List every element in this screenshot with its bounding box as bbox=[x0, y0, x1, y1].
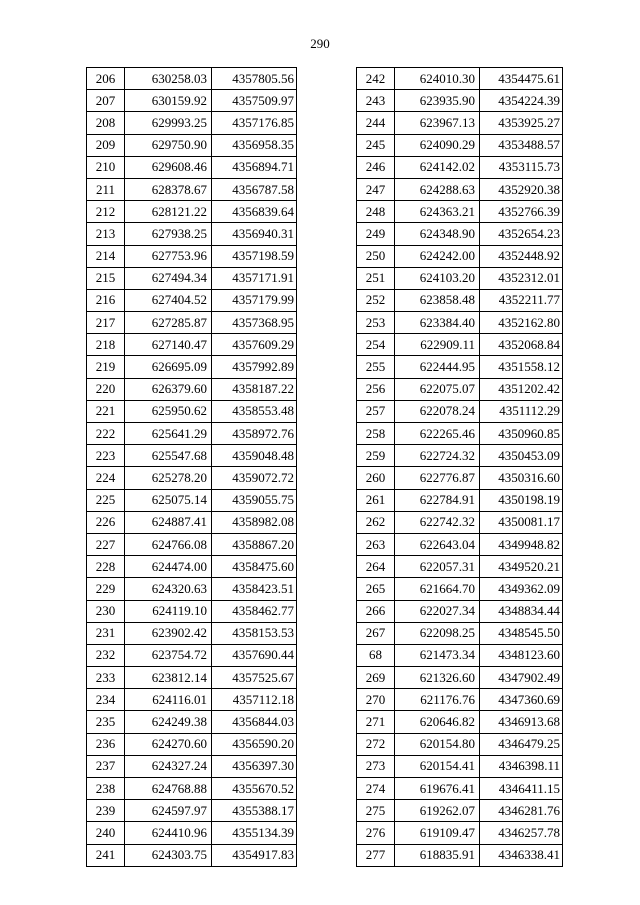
point-number-cell: 263 bbox=[357, 533, 395, 555]
point-number-cell: 234 bbox=[87, 689, 125, 711]
point-number-cell: 250 bbox=[357, 245, 395, 267]
y-coordinate-cell: 4352448.92 bbox=[480, 245, 563, 267]
point-number-cell: 251 bbox=[357, 267, 395, 289]
x-coordinate-cell: 625641.29 bbox=[125, 423, 212, 445]
point-number-cell: 233 bbox=[87, 667, 125, 689]
y-coordinate-cell: 4350316.60 bbox=[480, 467, 563, 489]
point-number-cell: 262 bbox=[357, 511, 395, 533]
y-coordinate-cell: 4347360.69 bbox=[480, 689, 563, 711]
point-number-cell: 252 bbox=[357, 289, 395, 311]
point-number-cell: 219 bbox=[87, 356, 125, 378]
x-coordinate-cell: 622075.07 bbox=[395, 378, 480, 400]
x-coordinate-cell: 624766.08 bbox=[125, 533, 212, 555]
point-number-cell: 267 bbox=[357, 622, 395, 644]
x-coordinate-cell: 630159.92 bbox=[125, 90, 212, 112]
y-coordinate-cell: 4358187.22 bbox=[212, 378, 297, 400]
table-row bbox=[87, 400, 297, 422]
point-number-cell: 242 bbox=[357, 68, 395, 90]
table-row bbox=[357, 267, 563, 289]
y-coordinate-cell: 4358982.08 bbox=[212, 511, 297, 533]
x-coordinate-cell: 624103.20 bbox=[395, 267, 480, 289]
x-coordinate-cell: 624327.24 bbox=[125, 755, 212, 777]
table-row bbox=[87, 223, 297, 245]
table-row bbox=[357, 68, 563, 90]
table-row bbox=[87, 267, 297, 289]
table-row bbox=[357, 800, 563, 822]
y-coordinate-cell: 4349948.82 bbox=[480, 533, 563, 555]
table-row bbox=[87, 733, 297, 755]
x-coordinate-cell: 624474.00 bbox=[125, 556, 212, 578]
y-coordinate-cell: 4359072.72 bbox=[212, 467, 297, 489]
y-coordinate-cell: 4355670.52 bbox=[212, 778, 297, 800]
x-coordinate-cell: 624597.97 bbox=[125, 800, 212, 822]
x-coordinate-cell: 623858.48 bbox=[395, 289, 480, 311]
x-coordinate-cell: 624119.10 bbox=[125, 600, 212, 622]
point-number-cell: 265 bbox=[357, 578, 395, 600]
table-row bbox=[357, 844, 563, 866]
table-row bbox=[87, 156, 297, 178]
y-coordinate-cell: 4350081.17 bbox=[480, 511, 563, 533]
table-row bbox=[87, 511, 297, 533]
x-coordinate-cell: 629750.90 bbox=[125, 134, 212, 156]
table-row bbox=[357, 378, 563, 400]
y-coordinate-cell: 4356590.20 bbox=[212, 733, 297, 755]
table-row bbox=[87, 334, 297, 356]
y-coordinate-cell: 4346479.25 bbox=[480, 733, 563, 755]
y-coordinate-cell: 4358553.48 bbox=[212, 400, 297, 422]
point-number-cell: 210 bbox=[87, 156, 125, 178]
x-coordinate-cell: 622098.25 bbox=[395, 622, 480, 644]
table-row bbox=[87, 578, 297, 600]
point-number-cell: 240 bbox=[87, 822, 125, 844]
table-row bbox=[357, 667, 563, 689]
table-row bbox=[357, 178, 563, 200]
table-row bbox=[357, 134, 563, 156]
x-coordinate-cell: 624363.21 bbox=[395, 201, 480, 223]
table-row bbox=[87, 378, 297, 400]
y-coordinate-cell: 4357198.59 bbox=[212, 245, 297, 267]
x-coordinate-cell: 624242.00 bbox=[395, 245, 480, 267]
point-number-cell: 241 bbox=[87, 844, 125, 866]
table-row bbox=[87, 622, 297, 644]
table-row bbox=[357, 778, 563, 800]
x-coordinate-cell: 626379.60 bbox=[125, 378, 212, 400]
x-coordinate-cell: 619262.07 bbox=[395, 800, 480, 822]
x-coordinate-cell: 624320.63 bbox=[125, 578, 212, 600]
table-row bbox=[357, 556, 563, 578]
point-number-cell: 228 bbox=[87, 556, 125, 578]
x-coordinate-cell: 624270.60 bbox=[125, 733, 212, 755]
y-coordinate-cell: 4352766.39 bbox=[480, 201, 563, 223]
table-row bbox=[87, 289, 297, 311]
point-number-cell: 256 bbox=[357, 378, 395, 400]
table-row bbox=[357, 90, 563, 112]
x-coordinate-cell: 625075.14 bbox=[125, 489, 212, 511]
table-row bbox=[87, 556, 297, 578]
y-coordinate-cell: 4356894.71 bbox=[212, 156, 297, 178]
y-coordinate-cell: 4356940.31 bbox=[212, 223, 297, 245]
table-row bbox=[357, 644, 563, 666]
table-row bbox=[357, 733, 563, 755]
table-row bbox=[357, 600, 563, 622]
x-coordinate-cell: 623935.90 bbox=[395, 90, 480, 112]
point-number-cell: 215 bbox=[87, 267, 125, 289]
point-number-cell: 223 bbox=[87, 445, 125, 467]
y-coordinate-cell: 4356787.58 bbox=[212, 178, 297, 200]
y-coordinate-cell: 4357368.95 bbox=[212, 312, 297, 334]
table-row bbox=[87, 667, 297, 689]
point-number-cell: 227 bbox=[87, 533, 125, 555]
point-number-cell: 272 bbox=[357, 733, 395, 755]
point-number-cell: 217 bbox=[87, 312, 125, 334]
table-row bbox=[87, 178, 297, 200]
x-coordinate-cell: 624288.63 bbox=[395, 178, 480, 200]
table-row bbox=[357, 112, 563, 134]
point-number-cell: 221 bbox=[87, 400, 125, 422]
point-number-cell: 245 bbox=[357, 134, 395, 156]
y-coordinate-cell: 4352211.77 bbox=[480, 289, 563, 311]
y-coordinate-cell: 4358153.53 bbox=[212, 622, 297, 644]
y-coordinate-cell: 4348834.44 bbox=[480, 600, 563, 622]
point-number-cell: 261 bbox=[357, 489, 395, 511]
table-row bbox=[357, 689, 563, 711]
point-number-cell: 68 bbox=[357, 644, 395, 666]
x-coordinate-cell: 624142.02 bbox=[395, 156, 480, 178]
table-row bbox=[87, 778, 297, 800]
x-coordinate-cell: 624090.29 bbox=[395, 134, 480, 156]
x-coordinate-cell: 623812.14 bbox=[125, 667, 212, 689]
table-row bbox=[357, 201, 563, 223]
x-coordinate-cell: 625278.20 bbox=[125, 467, 212, 489]
point-number-cell: 213 bbox=[87, 223, 125, 245]
table-row bbox=[87, 201, 297, 223]
x-coordinate-cell: 622027.34 bbox=[395, 600, 480, 622]
y-coordinate-cell: 4358475.60 bbox=[212, 556, 297, 578]
x-coordinate-cell: 622265.46 bbox=[395, 423, 480, 445]
y-coordinate-cell: 4346411.15 bbox=[480, 778, 563, 800]
y-coordinate-cell: 4357805.56 bbox=[212, 68, 297, 90]
point-number-cell: 231 bbox=[87, 622, 125, 644]
point-number-cell: 274 bbox=[357, 778, 395, 800]
table-row bbox=[87, 533, 297, 555]
x-coordinate-cell: 623902.42 bbox=[125, 622, 212, 644]
x-coordinate-cell: 624249.38 bbox=[125, 711, 212, 733]
point-number-cell: 224 bbox=[87, 467, 125, 489]
point-number-cell: 214 bbox=[87, 245, 125, 267]
y-coordinate-cell: 4352312.01 bbox=[480, 267, 563, 289]
point-number-cell: 269 bbox=[357, 667, 395, 689]
point-number-cell: 275 bbox=[357, 800, 395, 822]
table-row bbox=[357, 334, 563, 356]
y-coordinate-cell: 4357179.99 bbox=[212, 289, 297, 311]
x-coordinate-cell: 621176.76 bbox=[395, 689, 480, 711]
table-row bbox=[87, 711, 297, 733]
table-row bbox=[357, 822, 563, 844]
table-row bbox=[87, 800, 297, 822]
point-number-cell: 226 bbox=[87, 511, 125, 533]
x-coordinate-cell: 627285.87 bbox=[125, 312, 212, 334]
point-number-cell: 232 bbox=[87, 644, 125, 666]
point-number-cell: 247 bbox=[357, 178, 395, 200]
table-row bbox=[87, 245, 297, 267]
x-coordinate-cell: 622057.31 bbox=[395, 556, 480, 578]
table-row bbox=[357, 445, 563, 467]
table-row bbox=[357, 156, 563, 178]
table-row bbox=[357, 289, 563, 311]
x-coordinate-cell: 627938.25 bbox=[125, 223, 212, 245]
x-coordinate-cell: 628121.22 bbox=[125, 201, 212, 223]
point-number-cell: 249 bbox=[357, 223, 395, 245]
table-row bbox=[87, 423, 297, 445]
table-row bbox=[357, 489, 563, 511]
x-coordinate-cell: 620154.80 bbox=[395, 733, 480, 755]
y-coordinate-cell: 4346338.41 bbox=[480, 844, 563, 866]
table-row bbox=[357, 423, 563, 445]
point-number-cell: 257 bbox=[357, 400, 395, 422]
table-row bbox=[357, 312, 563, 334]
point-number-cell: 211 bbox=[87, 178, 125, 200]
y-coordinate-cell: 4356844.03 bbox=[212, 711, 297, 733]
x-coordinate-cell: 625950.62 bbox=[125, 400, 212, 422]
x-coordinate-cell: 624348.90 bbox=[395, 223, 480, 245]
point-number-cell: 248 bbox=[357, 201, 395, 223]
y-coordinate-cell: 4347902.49 bbox=[480, 667, 563, 689]
table-row bbox=[357, 578, 563, 600]
point-number-cell: 243 bbox=[357, 90, 395, 112]
x-coordinate-cell: 625547.68 bbox=[125, 445, 212, 467]
point-number-cell: 207 bbox=[87, 90, 125, 112]
x-coordinate-cell: 619676.41 bbox=[395, 778, 480, 800]
table-row bbox=[87, 356, 297, 378]
y-coordinate-cell: 4354224.39 bbox=[480, 90, 563, 112]
x-coordinate-cell: 626695.09 bbox=[125, 356, 212, 378]
table-row bbox=[87, 134, 297, 156]
x-coordinate-cell: 623754.72 bbox=[125, 644, 212, 666]
point-number-cell: 208 bbox=[87, 112, 125, 134]
y-coordinate-cell: 4357525.67 bbox=[212, 667, 297, 689]
point-number-cell: 277 bbox=[357, 844, 395, 866]
y-coordinate-cell: 4351558.12 bbox=[480, 356, 563, 378]
x-coordinate-cell: 621326.60 bbox=[395, 667, 480, 689]
point-number-cell: 220 bbox=[87, 378, 125, 400]
table-row bbox=[87, 689, 297, 711]
y-coordinate-cell: 4352162.80 bbox=[480, 312, 563, 334]
point-number-cell: 258 bbox=[357, 423, 395, 445]
x-coordinate-cell: 623384.40 bbox=[395, 312, 480, 334]
table-row bbox=[357, 533, 563, 555]
y-coordinate-cell: 4352654.23 bbox=[480, 223, 563, 245]
x-coordinate-cell: 624303.75 bbox=[125, 844, 212, 866]
y-coordinate-cell: 4346257.78 bbox=[480, 822, 563, 844]
y-coordinate-cell: 4346913.68 bbox=[480, 711, 563, 733]
x-coordinate-cell: 619109.47 bbox=[395, 822, 480, 844]
x-coordinate-cell: 622742.32 bbox=[395, 511, 480, 533]
table-row bbox=[87, 467, 297, 489]
y-coordinate-cell: 4352920.38 bbox=[480, 178, 563, 200]
table-row bbox=[87, 644, 297, 666]
y-coordinate-cell: 4348545.50 bbox=[480, 622, 563, 644]
y-coordinate-cell: 4350453.09 bbox=[480, 445, 563, 467]
point-number-cell: 236 bbox=[87, 733, 125, 755]
table-row bbox=[87, 489, 297, 511]
x-coordinate-cell: 622776.87 bbox=[395, 467, 480, 489]
point-number-cell: 222 bbox=[87, 423, 125, 445]
y-coordinate-cell: 4350960.85 bbox=[480, 423, 563, 445]
x-coordinate-cell: 624887.41 bbox=[125, 511, 212, 533]
point-number-cell: 253 bbox=[357, 312, 395, 334]
y-coordinate-cell: 4355134.39 bbox=[212, 822, 297, 844]
x-coordinate-cell: 622724.32 bbox=[395, 445, 480, 467]
y-coordinate-cell: 4358972.76 bbox=[212, 423, 297, 445]
y-coordinate-cell: 4359055.75 bbox=[212, 489, 297, 511]
table-row bbox=[87, 312, 297, 334]
x-coordinate-cell: 624010.30 bbox=[395, 68, 480, 90]
point-number-cell: 260 bbox=[357, 467, 395, 489]
x-coordinate-cell: 622909.11 bbox=[395, 334, 480, 356]
point-number-cell: 225 bbox=[87, 489, 125, 511]
point-number-cell: 259 bbox=[357, 445, 395, 467]
y-coordinate-cell: 4356958.35 bbox=[212, 134, 297, 156]
table-row bbox=[357, 711, 563, 733]
table-row bbox=[357, 245, 563, 267]
y-coordinate-cell: 4358867.20 bbox=[212, 533, 297, 555]
point-number-cell: 266 bbox=[357, 600, 395, 622]
x-coordinate-cell: 630258.03 bbox=[125, 68, 212, 90]
x-coordinate-cell: 618835.91 bbox=[395, 844, 480, 866]
table-row bbox=[87, 445, 297, 467]
y-coordinate-cell: 4357992.89 bbox=[212, 356, 297, 378]
table-row bbox=[87, 755, 297, 777]
x-coordinate-cell: 627753.96 bbox=[125, 245, 212, 267]
y-coordinate-cell: 4353925.27 bbox=[480, 112, 563, 134]
point-number-cell: 229 bbox=[87, 578, 125, 600]
coordinate-table-left bbox=[86, 67, 297, 867]
point-number-cell: 239 bbox=[87, 800, 125, 822]
y-coordinate-cell: 4352068.84 bbox=[480, 334, 563, 356]
x-coordinate-cell: 624768.88 bbox=[125, 778, 212, 800]
y-coordinate-cell: 4349362.09 bbox=[480, 578, 563, 600]
point-number-cell: 255 bbox=[357, 356, 395, 378]
table-row bbox=[357, 511, 563, 533]
y-coordinate-cell: 4349520.21 bbox=[480, 556, 563, 578]
x-coordinate-cell: 627494.34 bbox=[125, 267, 212, 289]
y-coordinate-cell: 4354475.61 bbox=[480, 68, 563, 90]
x-coordinate-cell: 624116.01 bbox=[125, 689, 212, 711]
point-number-cell: 276 bbox=[357, 822, 395, 844]
point-number-cell: 246 bbox=[357, 156, 395, 178]
y-coordinate-cell: 4357609.29 bbox=[212, 334, 297, 356]
point-number-cell: 235 bbox=[87, 711, 125, 733]
y-coordinate-cell: 4358462.77 bbox=[212, 600, 297, 622]
point-number-cell: 237 bbox=[87, 755, 125, 777]
y-coordinate-cell: 4351202.42 bbox=[480, 378, 563, 400]
table-row bbox=[357, 223, 563, 245]
point-number-cell: 212 bbox=[87, 201, 125, 223]
y-coordinate-cell: 4359048.48 bbox=[212, 445, 297, 467]
y-coordinate-cell: 4355388.17 bbox=[212, 800, 297, 822]
table-row bbox=[357, 467, 563, 489]
y-coordinate-cell: 4357690.44 bbox=[212, 644, 297, 666]
x-coordinate-cell: 622078.24 bbox=[395, 400, 480, 422]
x-coordinate-cell: 620646.82 bbox=[395, 711, 480, 733]
y-coordinate-cell: 4354917.83 bbox=[212, 844, 297, 866]
table-row bbox=[87, 822, 297, 844]
x-coordinate-cell: 623967.13 bbox=[395, 112, 480, 134]
y-coordinate-cell: 4351112.29 bbox=[480, 400, 563, 422]
y-coordinate-cell: 4353488.57 bbox=[480, 134, 563, 156]
y-coordinate-cell: 4357112.18 bbox=[212, 689, 297, 711]
point-number-cell: 216 bbox=[87, 289, 125, 311]
x-coordinate-cell: 629993.25 bbox=[125, 112, 212, 134]
x-coordinate-cell: 628378.67 bbox=[125, 178, 212, 200]
y-coordinate-cell: 4353115.73 bbox=[480, 156, 563, 178]
y-coordinate-cell: 4357176.85 bbox=[212, 112, 297, 134]
y-coordinate-cell: 4346398.11 bbox=[480, 755, 563, 777]
point-number-cell: 244 bbox=[357, 112, 395, 134]
x-coordinate-cell: 622643.04 bbox=[395, 533, 480, 555]
x-coordinate-cell: 622444.95 bbox=[395, 356, 480, 378]
x-coordinate-cell: 622784.91 bbox=[395, 489, 480, 511]
table-row bbox=[357, 400, 563, 422]
y-coordinate-cell: 4356839.64 bbox=[212, 201, 297, 223]
y-coordinate-cell: 4350198.19 bbox=[480, 489, 563, 511]
point-number-cell: 230 bbox=[87, 600, 125, 622]
x-coordinate-cell: 624410.96 bbox=[125, 822, 212, 844]
y-coordinate-cell: 4357171.91 bbox=[212, 267, 297, 289]
point-number-cell: 264 bbox=[357, 556, 395, 578]
x-coordinate-cell: 629608.46 bbox=[125, 156, 212, 178]
point-number-cell: 273 bbox=[357, 755, 395, 777]
y-coordinate-cell: 4358423.51 bbox=[212, 578, 297, 600]
x-coordinate-cell: 620154.41 bbox=[395, 755, 480, 777]
table-row bbox=[357, 622, 563, 644]
point-number-cell: 271 bbox=[357, 711, 395, 733]
y-coordinate-cell: 4346281.76 bbox=[480, 800, 563, 822]
x-coordinate-cell: 621664.70 bbox=[395, 578, 480, 600]
point-number-cell: 270 bbox=[357, 689, 395, 711]
point-number-cell: 238 bbox=[87, 778, 125, 800]
table-row bbox=[87, 844, 297, 866]
x-coordinate-cell: 621473.34 bbox=[395, 644, 480, 666]
y-coordinate-cell: 4356397.30 bbox=[212, 755, 297, 777]
y-coordinate-cell: 4357509.97 bbox=[212, 90, 297, 112]
x-coordinate-cell: 627404.52 bbox=[125, 289, 212, 311]
x-coordinate-cell: 627140.47 bbox=[125, 334, 212, 356]
page-number: 290 bbox=[310, 36, 330, 51]
point-number-cell: 218 bbox=[87, 334, 125, 356]
table-row bbox=[87, 68, 297, 90]
table-row bbox=[357, 356, 563, 378]
table-row bbox=[87, 90, 297, 112]
table-row bbox=[87, 112, 297, 134]
point-number-cell: 209 bbox=[87, 134, 125, 156]
coordinate-table-right bbox=[356, 67, 563, 867]
point-number-cell: 206 bbox=[87, 68, 125, 90]
table-row bbox=[87, 600, 297, 622]
y-coordinate-cell: 4348123.60 bbox=[480, 644, 563, 666]
point-number-cell: 254 bbox=[357, 334, 395, 356]
table-row bbox=[357, 755, 563, 777]
